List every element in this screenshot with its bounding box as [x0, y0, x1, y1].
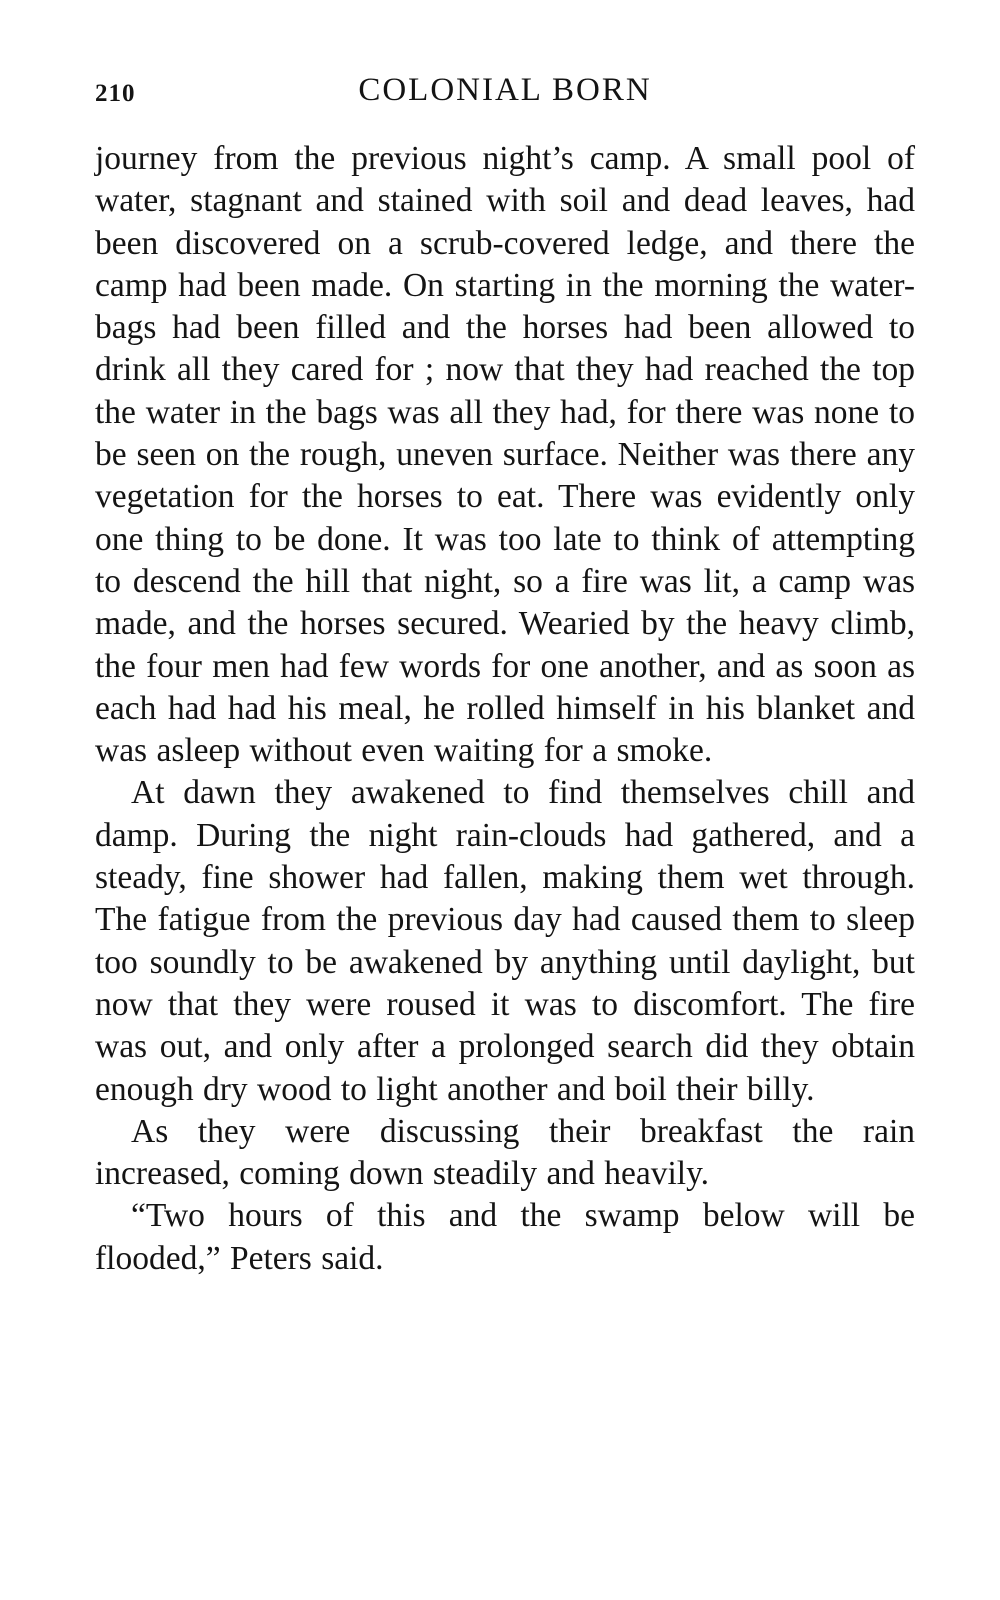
- paragraph-continued: journey from the previous night’s camp. A small pool of water, stagnant and stained with soil and dead leaves, had been discovered on a scrub-covered ledge, and there the camp had been made. On starting in the morning the water-bags had been filled and the horses had been allowed to drink all they cared for ; now that they had reached the top the water in the bags was all they had, for there was none to be seen on the rough, uneven surface. Neither was there any vegetation for the horses to eat. There was evidently only one thing to be done. It was too late to think of attempting to descend the hill that night, so a fire was lit, a camp was made, and the horses secured. Wearied by the heavy climb, the four men had few words for one another, and as soon as each had had his meal, he rolled himself in his blanket and was asleep without even waiting for a smoke.: [95, 140, 915, 770]
- paragraph-dawn: At dawn they awakened to find themselves chill and damp. During the night rain-clouds had gathered, and a steady, fine shower had fallen, making them wet through. The fatigue from the previous day had caused them to sleep too soundly to be awakened by anything until daylight, but now that they were roused it was to discomfort. The fire was out, and only after a prolonged search did they obtain enough dry wood to light another and boil their billy.: [95, 774, 915, 1108]
- running-head: [95, 72, 915, 112]
- body-text: [95, 138, 915, 1280]
- paragraph-breakfast: As they were discussing their breakfast the rain increased, coming down steadily and heavily.: [95, 1112, 915, 1193]
- page-number: 210: [95, 80, 136, 107]
- paragraph-dialogue: “Two hours of this and the swamp below will be flooded,” Peters said.: [95, 1197, 915, 1277]
- book-title: COLONIAL BORN: [358, 72, 652, 108]
